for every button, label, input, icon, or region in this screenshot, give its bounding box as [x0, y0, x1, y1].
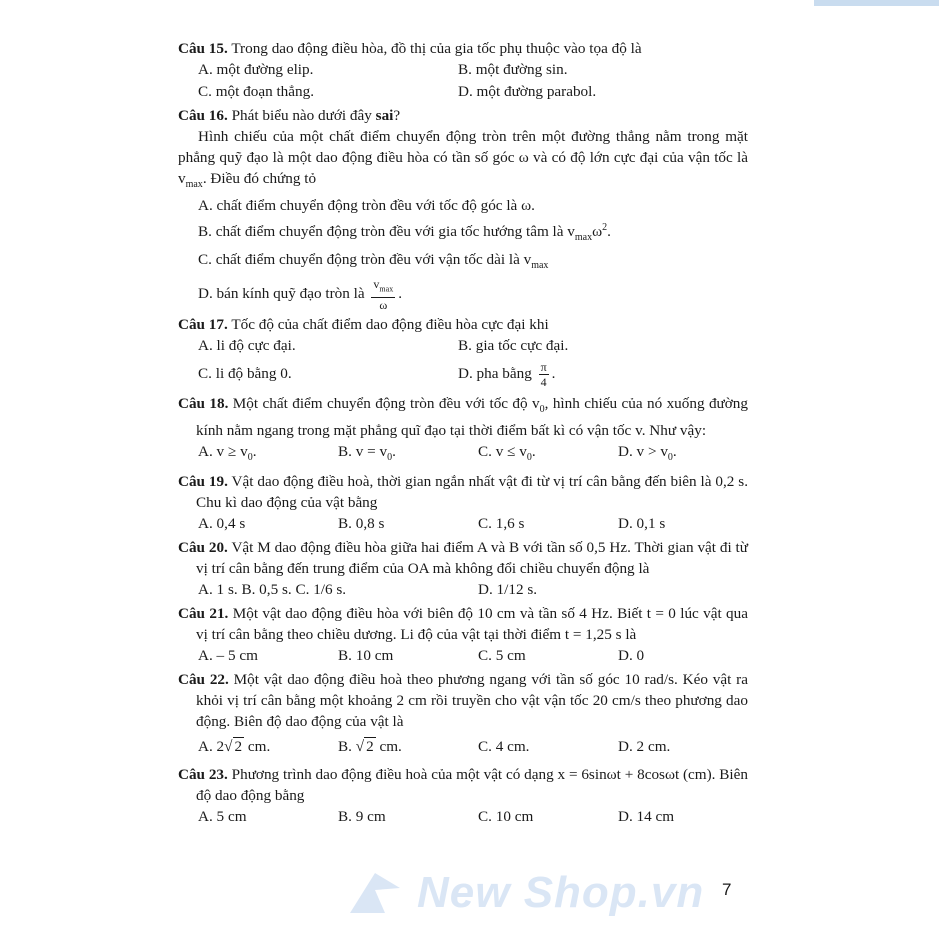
option-b: B. một đường sin. [458, 61, 568, 78]
option-c: C. 4 cm. [478, 737, 530, 755]
option-d: D. 0 [618, 646, 645, 664]
option-b: B. chất điểm chuyển động tròn đều với gia tốc hướng tâm là $v_{max}\omega^2$. [198, 222, 611, 244]
option-a: A. một đường elip. [198, 61, 314, 78]
option-c: C. một đoạn thẳng. [198, 83, 315, 100]
option-c: C. li độ bằng 0. [198, 364, 292, 382]
question-18 [178, 393, 748, 469]
option-c: C. 10 cm [478, 807, 534, 825]
question-text: Câu 20. Vật M dao động điều hòa giữa hai điểm A và B với tần số 0,5 Hz. Thời gian vật đi từ vị trí cân bằng đến trung điểm của OA mà không đổi chiều chuyển động là [178, 538, 748, 577]
question-21 [178, 603, 748, 667]
question-text: Câu 23. Phương trình dao động điều hoà của một vật có dạng x = 6sinωt + 8cosωt (cm). Biên độ dao động bằng [178, 765, 748, 804]
option-c: C. $v \le v_0$. [478, 442, 536, 463]
question-text: Câu 21. Một vật dao động điều hòa với biên độ 10 cm và tần số 4 Hz. Biết t = 0 lúc vật qua vị trí cân bằng theo chiều dương. Li độ của vật tại thời điểm t = 1,25 s là [178, 604, 748, 643]
option-b: B. $v = v_0$. [338, 442, 396, 463]
shop-watermark [345, 868, 704, 918]
arrow-logo-icon [345, 868, 405, 918]
question-text: Phát biểu nào dưới đây [227, 107, 376, 124]
question-text: Câu 18. Một chất điểm chuyển động tròn đều với tốc độ $v_0$, hình chiếu của nó xuống đường kính nằm ngang trong mặt phẳng quĩ đạo tại thời điểm bất kì có vận tốc v. Như vậy: [178, 394, 748, 439]
fraction: $\frac{v_{max}}{\omega}$ [373, 277, 394, 312]
option-abc: A. 1 s. B. 0,5 s. C. 1/6 s. [198, 580, 347, 598]
question-20 [178, 537, 748, 601]
option-c: C. 1,6 s [478, 514, 525, 532]
question-15 [178, 38, 748, 103]
question-page [178, 38, 748, 830]
option-a: A. – 5 cm [198, 646, 258, 664]
option-b: B. 10 cm [338, 646, 394, 664]
option-a: A. 2√ 2 cm. [198, 732, 338, 762]
option-d: D. pha bằng $\frac{\pi}{4}$ . [458, 359, 556, 389]
question-16 [178, 105, 748, 312]
question-text: Câu 19. Vật dao động điều hoà, thời gian ngắn nhất vật đi từ vị trí cân bằng đến biên là 0,2 s. Chu kì dao động của vật bằng [178, 472, 749, 511]
option-d: D. 0,1 s [618, 514, 666, 532]
watermark-text: New Shop.vn [417, 868, 705, 917]
question-17 [178, 314, 748, 391]
option-d: D. $v > v_0$. [618, 442, 677, 463]
top-edge-strip [814, 0, 939, 6]
question-22 [178, 669, 748, 762]
option-a: A. 5 cm [198, 807, 247, 825]
option-b: B. 0,8 s [338, 514, 385, 532]
question-number: Câu 17. [178, 315, 228, 333]
option-b: B. √ 2 cm. [338, 732, 478, 762]
question-paragraph: Hình chiếu của một chất điểm chuyển động tròn trên một đường thẳng nằm trong mặt phẳng quỹ đạo là một dao động điều hòa có tần số góc ω và có độ lớn cực đại của vận tốc là $v_{max}$. Điều đó chứng tỏ [178, 128, 748, 191]
option-d: D. 1/12 s. [478, 580, 538, 598]
question-text: Tốc độ của chất điểm dao động điều hòa cực đại khi [227, 315, 549, 333]
option-d: D. bán kính quỹ đạo tròn là $\frac{v_{max}}{\omega}$ . [198, 277, 402, 312]
option-a: A. 0,4 s [198, 514, 246, 532]
sqrt-symbol: √ 2 [224, 737, 243, 755]
question-23 [178, 764, 748, 828]
option-d: D. 2 cm. [618, 737, 671, 755]
page-number: 7 [722, 880, 732, 899]
question-number: Câu 15. [178, 40, 228, 57]
emphasis-word: sai [375, 107, 394, 124]
sqrt-symbol: √ 2 [355, 737, 374, 755]
option-d: D. 14 cm [618, 807, 675, 825]
option-c: C. 5 cm [478, 646, 526, 664]
question-text: Trong dao động điều hòa, đồ thị của gia tốc phụ thuộc vào tọa độ là [227, 40, 642, 57]
question-text-end: ? [393, 107, 401, 124]
option-c: C. chất điểm chuyển động tròn đều với vận tốc dài là $v_{max}$ [198, 251, 549, 272]
option-d: D. một đường parabol. [458, 83, 597, 100]
question-number: Câu 16. [178, 107, 228, 124]
fraction: $\frac{\pi}{4}$ [540, 359, 547, 389]
option-b: B. gia tốc cực đại. [458, 336, 569, 354]
option-a: A. $v \ge v_0$. [198, 442, 257, 463]
question-text: Câu 22. Một vật dao động điều hoà theo phương ngang với tần số góc 10 rad/s. Kéo vật ra khỏi vị trí cân bằng một khoảng 2 cm rồi truyền cho vật vận tốc 20 cm/s theo phương dao động. Biên độ dao động của vật là [178, 670, 748, 730]
question-19 [178, 471, 748, 535]
option-a: A. chất điểm chuyển động tròn đều với tốc độ góc là ω. [198, 197, 535, 215]
option-a: A. li độ cực đại. [198, 336, 296, 354]
option-b: B. 9 cm [338, 807, 386, 825]
